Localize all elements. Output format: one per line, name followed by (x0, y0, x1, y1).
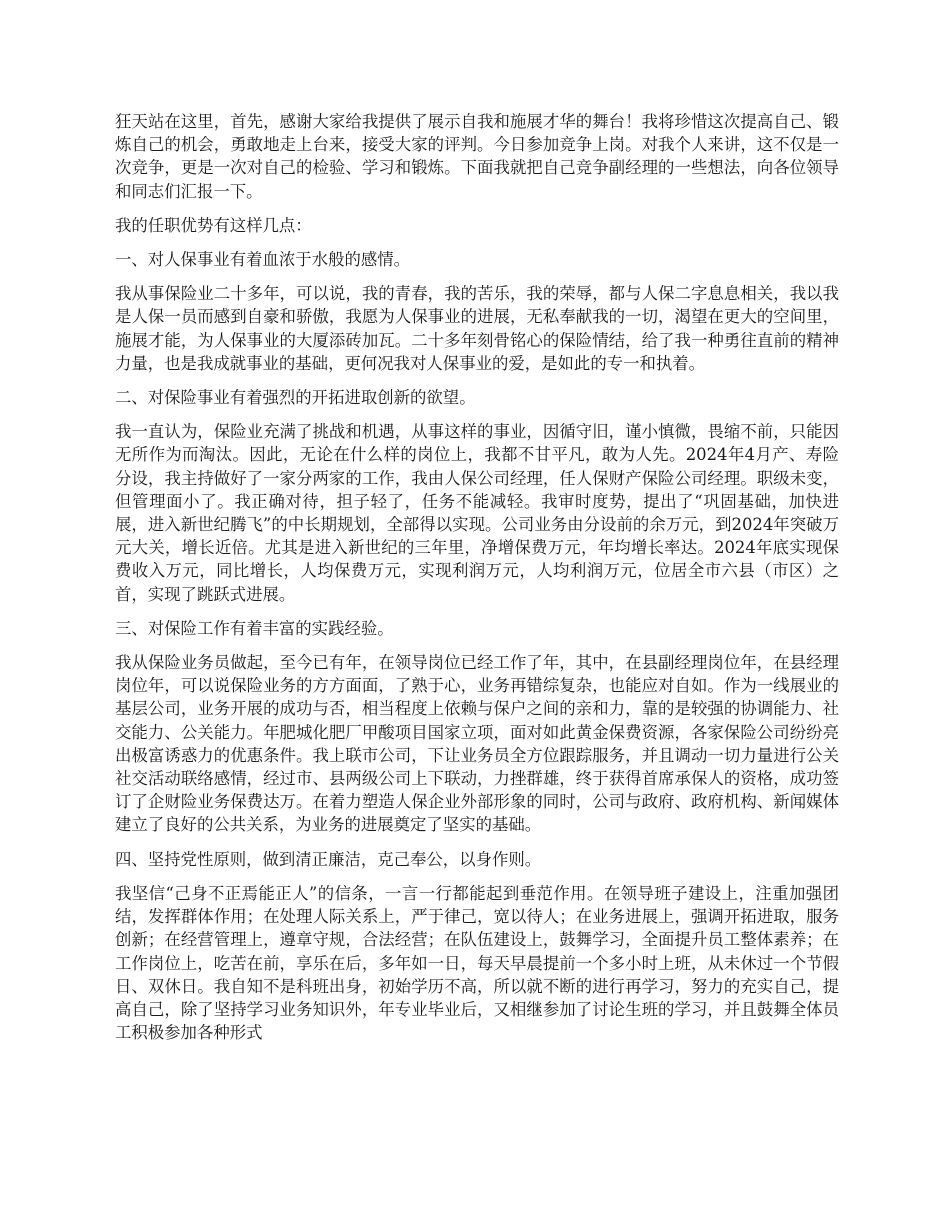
section-heading-2: 二、对保险事业有着强烈的开拓进取创新的欲望。 (115, 388, 476, 408)
document-page (115, 110, 839, 1055)
section-heading-3: 三、对保险工作有着丰富的实践经验。 (115, 618, 394, 638)
section-body-4: 我坚信“己身不正焉能正人”的信条，一言一行都能起到垂范作用。在领导班子建设上，注重加强团结，发挥群体作用；在处理人际关系上，严于律己，宽以待人；在业务进展上，强调开拓进取，服务创新；在经营管理上，遵章守规，合法经营；在队伍建设上，鼓舞学习，全面提升员工整体素养；在工作岗位上，吃苦在前，享乐在后，多年如一日，每天早晨提前一个多小时上班，从未休过一个节假日、双休日。我自知不是科班出身，初始学历不高，所以就不断的进行再学习，努力的充实自己，提高自己，除了坚持学习业务知识外，年专业毕业后，又相继参加了讨论生班的学习，并且鼓舞全体员工积极参加各种形式 (115, 883, 839, 1043)
advantages-intro: 我的任职优势有这样几点： (115, 215, 312, 235)
intro-paragraph: 狂天站在这里，首先，感谢大家给我提供了展示自我和施展才华的舞台！我将珍惜这次提高自己、锻炼自己的机会，勇敢地走上台来，接受大家的评判。今日参加竞争上岗。对我个人来讲，这不仅是一次竞争，更是一次对自己的检验、学习和锻炼。下面我就把自己竞争副经理的一些想法，向各位领导和同志们汇报一下。 (115, 112, 839, 201)
section-heading-1: 一、对人保事业有着血浓于水般的感情。 (115, 250, 411, 270)
section-heading-4: 四、坚持党性原则，做到清正廉洁，克己奉公，以身作则。 (115, 849, 542, 869)
section-body-3: 我从保险业务员做起，至今已有年，在领导岗位已经工作了年，其中，在县副经理岗位年，在县经理岗位年，可以说保险业务的方方面面，了熟于心，业务再错综复杂，也能应对自如。作为一线展业的基层公司，业务开展的成功与否，相当程度上依赖与保户之间的亲和力，靠的是较强的协调能力、社交能力、公关能力。年肥城化肥厂甲酸项目国家立项，面对如此黄金保费资源，各家保险公司纷纷亮出极富诱惑力的优惠条件。我上联市公司，下让业务员全方位跟踪服务，并且调动一切力量进行公关社交活动联络感情，经过市、县两级公司上下联动，力挫群雄，终于获得首席承保人的资格，成功签订了企财险业务保费达万。在着力塑造人保企业外部形象的同时，公司与政府、政府机构、新闻媒体建立了良好的公共关系，为业务的进展奠定了坚实的基础。 (115, 653, 839, 835)
section-body-1: 我从事保险业二十多年，可以说，我的青春，我的苦乐，我的荣辱，都与人保二字息息相关，我以我是人保一员而感到自豪和骄傲，我愿为人保事业的进展，无私奉献我的一切，渴望在更大的空间里，施展才能，为人保事业的大厦添砖加瓦。二十多年刻骨铭心的保险情结，给了我一种勇往直前的精神力量，也是我成就事业的基础，更何况我对人保事业的爱，是如此的专一和执着。 (115, 284, 839, 373)
section-body-2: 我一直认为，保险业充满了挑战和机遇，从事这样的事业，因循守旧，谨小慎微，畏缩不前，只能因无所作为而淘汰。因此，无论在什么样的岗位上，我都不甘平凡，敢为人先。2024年4月产、寿险分设，我主持做好了一家分两家的工作，我由人保公司经理，任人保财产保险公司经理。职级未变，但管理面小了。我正确对待，担子轻了，任务不能减轻。我审时度势，提出了“巩固基础，加快进展，进入新世纪腾飞”的中长期规划，全部得以实现。公司业务由分设前的余万元，到2024年突破万元大关，增长近倍。尤其是进入新世纪的三年里，净增保费万元，年均增长率达。2024年底实现保费收入万元，同比增长，人均保费万元，实现利润万元，人均利润万元，位居全市六县（市区）之首，实现了跳跃式进展。 (115, 422, 839, 604)
